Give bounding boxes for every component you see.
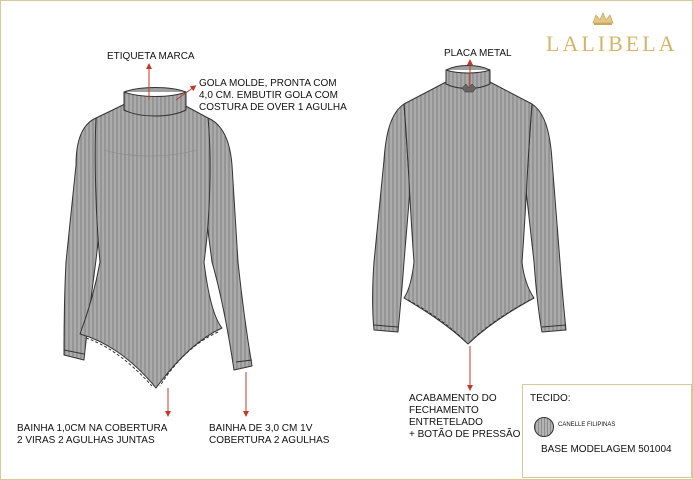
- collar-callout-line1: GOLA MOLDE, PRONTA COM: [199, 78, 337, 89]
- closure-callout-line2: FECHAMENTO: [409, 405, 479, 416]
- fabric-title: TECIDO:: [530, 393, 571, 404]
- closure-callout-line4: + BOTÃO DE PRESSÃO: [409, 429, 521, 440]
- ribbed-fabric-swatch-icon: [534, 417, 554, 437]
- back-bodysuit: [373, 66, 567, 345]
- fabric-info-box: [522, 384, 692, 478]
- brand-logo: LALIBELA: [546, 31, 678, 56]
- sleeve-hem-callout-line1: BAINHA DE 3,0 CM 1V: [209, 423, 313, 434]
- sleeve-hem-callout-line2: COBERTURA 2 AGULHAS: [209, 435, 330, 446]
- front-collar: [124, 92, 186, 116]
- back-collar: [446, 70, 490, 89]
- collar-callout-line2: 4,0 CM. EMBUTIR GOLA COM: [199, 90, 338, 101]
- fabric-swatch-name: CANELLE FILIPINAS: [558, 422, 616, 428]
- base-model-code: BASE MODELAGEM 501004: [541, 444, 672, 455]
- closure-callout-line3: ENTRETELADO: [409, 417, 483, 428]
- crown-emblem-icon: [591, 11, 615, 27]
- metal-plate-callout: PLACA METAL: [444, 48, 512, 59]
- front-bodysuit: [64, 88, 252, 389]
- hem-callout-line2: 2 VIRAS 2 AGULHAS JUNTAS: [17, 435, 155, 446]
- label-tag-callout: ETIQUETA MARCA: [107, 51, 195, 62]
- front-body: [80, 104, 222, 388]
- collar-callout-line3: COSTURA DE OVER 1 AGULHA: [199, 102, 347, 113]
- back-body: [404, 82, 534, 344]
- closure-callout-line1: ACABAMENTO DO: [409, 393, 497, 404]
- hem-callout-line1: BAINHA 1,0CM NA COBERTURA: [17, 423, 168, 434]
